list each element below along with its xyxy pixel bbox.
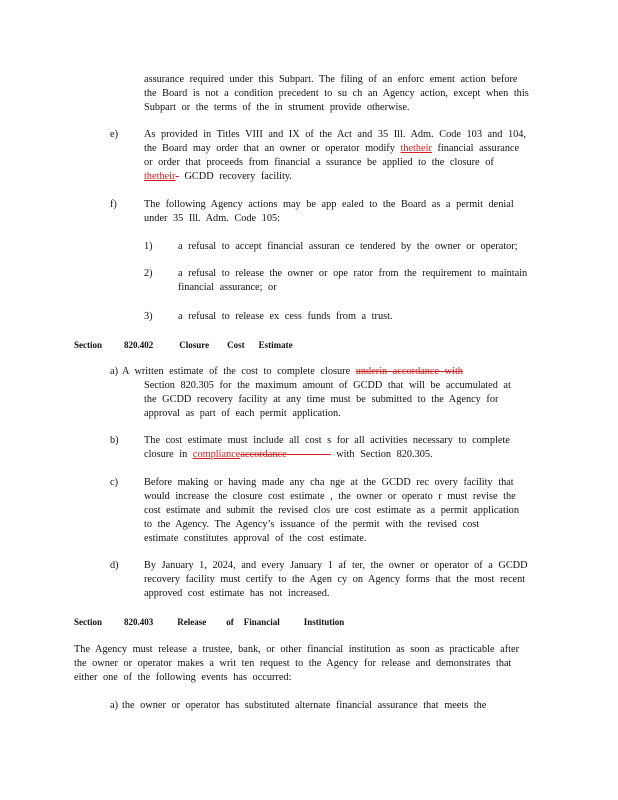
subsection-label-f: f) <box>110 199 117 210</box>
subsection-label-e: e) <box>110 129 118 140</box>
text-line: the owner or operator makes a writ ten request to the Agency for release and demonstrates that <box>74 658 512 669</box>
deletion-rule <box>287 454 331 455</box>
text-line: either one of the following events has occurred: <box>74 672 292 683</box>
item-label-3: 3) <box>144 311 153 322</box>
list-item <box>178 240 518 254</box>
section-word: Section <box>74 340 102 350</box>
section-word: Release <box>177 617 207 627</box>
section-word: Institution <box>303 617 345 627</box>
text-line: approved cost estimate has not increased. <box>144 588 330 599</box>
text-line <box>144 142 526 156</box>
text-line <box>144 170 526 184</box>
paragraph-402-a-body <box>144 379 511 421</box>
text-line: assurance required under this Subpart. The filing of an enforc ement action before <box>144 74 518 85</box>
text-line: The Agency must release a trustee, bank, or other financial institution as soon as practicable after <box>74 644 520 655</box>
section-word: Financial <box>243 617 280 627</box>
subsection-label-d: d) <box>110 560 119 571</box>
text-line: the GCDD recovery facility at any time must be submitted to the Agency for <box>144 394 499 405</box>
text-line: financial assurance; or <box>178 282 277 293</box>
section-number: 820.403 <box>124 617 154 627</box>
text-line: to the Agency. The Agency’s issuance of the permit with the revised cost <box>144 519 480 530</box>
text-fragment: closure in <box>144 449 193 460</box>
text-fragment: GCDD recovery facility. <box>178 171 292 182</box>
subsection-label-a: a) <box>110 366 118 377</box>
section-word: Estimate <box>258 340 293 350</box>
deleted-text: underin accordance with <box>355 366 463 377</box>
text-line: Before making or having made any cha nge at the GCDD rec overy facility that <box>144 477 514 488</box>
text-line <box>144 448 510 462</box>
paragraph-402-b <box>144 434 510 462</box>
paragraph-f <box>144 198 514 226</box>
inserted-text: thetheir <box>144 171 176 182</box>
section-word: of <box>226 617 234 627</box>
section-word: Cost <box>227 340 245 350</box>
text-line: As provided in Titles VIII and IX of the Act and 35 Ill. Adm. Code 103 and 104, <box>144 129 526 140</box>
deleted-text: accordance <box>240 449 287 460</box>
section-word: Section <box>74 617 102 627</box>
paragraph-e <box>144 128 526 184</box>
text-line: The cost estimate must include all cost s for all activities necessary to complete <box>144 435 510 446</box>
section-heading-820-402 <box>74 339 293 351</box>
text-line: estimate constitutes approval of the cost estimate. <box>144 533 367 544</box>
section-heading-820-403 <box>74 616 344 628</box>
subsection-label-c: c) <box>110 477 118 488</box>
subsection-label-b: b) <box>110 435 119 446</box>
text-line: By January 1, 2024, and every January 1 af ter, the owner or operator of a GCDD <box>144 560 528 571</box>
text-line: a refusal to accept financial assuran ce tendered by the owner or operator; <box>178 241 518 252</box>
paragraph-d-continuation <box>144 73 529 115</box>
paragraph-402-a <box>122 365 463 379</box>
paragraph-402-d <box>144 559 528 601</box>
text-line: or order that proceeds from financial a ssurance be applied to the closure of <box>144 157 494 168</box>
inserted-text: thetheir <box>400 143 432 154</box>
text-fragment: with Section 820.305. <box>330 449 433 460</box>
list-item <box>178 310 393 324</box>
paragraph-403 <box>74 643 519 685</box>
list-item <box>178 267 527 295</box>
subsection-label-a: a) <box>110 700 118 711</box>
section-number: 820.402 <box>124 340 154 350</box>
text-line: under 35 Ill. Adm. Code 105: <box>144 213 280 224</box>
text-line: a refusal to release the owner or ope rator from the requirement to maintain <box>178 268 528 279</box>
text-line: approval as part of each permit application. <box>144 408 341 419</box>
inserted-text: compliance <box>192 449 241 460</box>
text-line: recovery facility must certify to the Agen cy on Agency forms that the most recent <box>144 574 526 585</box>
item-label-2: 2) <box>144 268 153 279</box>
paragraph-402-c <box>144 476 519 546</box>
text-line: the owner or operator has substituted alternate financial assurance that meets the <box>122 700 487 711</box>
text-line: The following Agency actions may be app ealed to the Board as a permit denial <box>144 199 514 210</box>
text-line <box>122 365 463 379</box>
section-word: Closure <box>179 340 210 350</box>
text-line: the Board is not a condition precedent to su ch an Agency action, except when this <box>144 88 529 99</box>
text-line: cost estimate and submit the revised clos ure cost estimate as a permit application <box>144 505 519 516</box>
text-line: Subpart or the terms of the in strument provide otherwise. <box>144 102 410 113</box>
text-line: Section 820.305 for the maximum amount of GCDD that will be accumulated at <box>144 380 511 391</box>
text-line: a refusal to release ex cess funds from a trust. <box>178 311 393 322</box>
item-label-1: 1) <box>144 241 153 252</box>
paragraph-403-a <box>122 699 486 713</box>
text-fragment: A written estimate of the cost to complete closure <box>122 366 356 377</box>
text-fragment: the Board may order that an owner or operator modify <box>144 143 401 154</box>
text-line: would increase the closure cost estimate , the owner or operato r must revise the <box>144 491 516 502</box>
text-fragment: financial assurance <box>431 143 520 154</box>
